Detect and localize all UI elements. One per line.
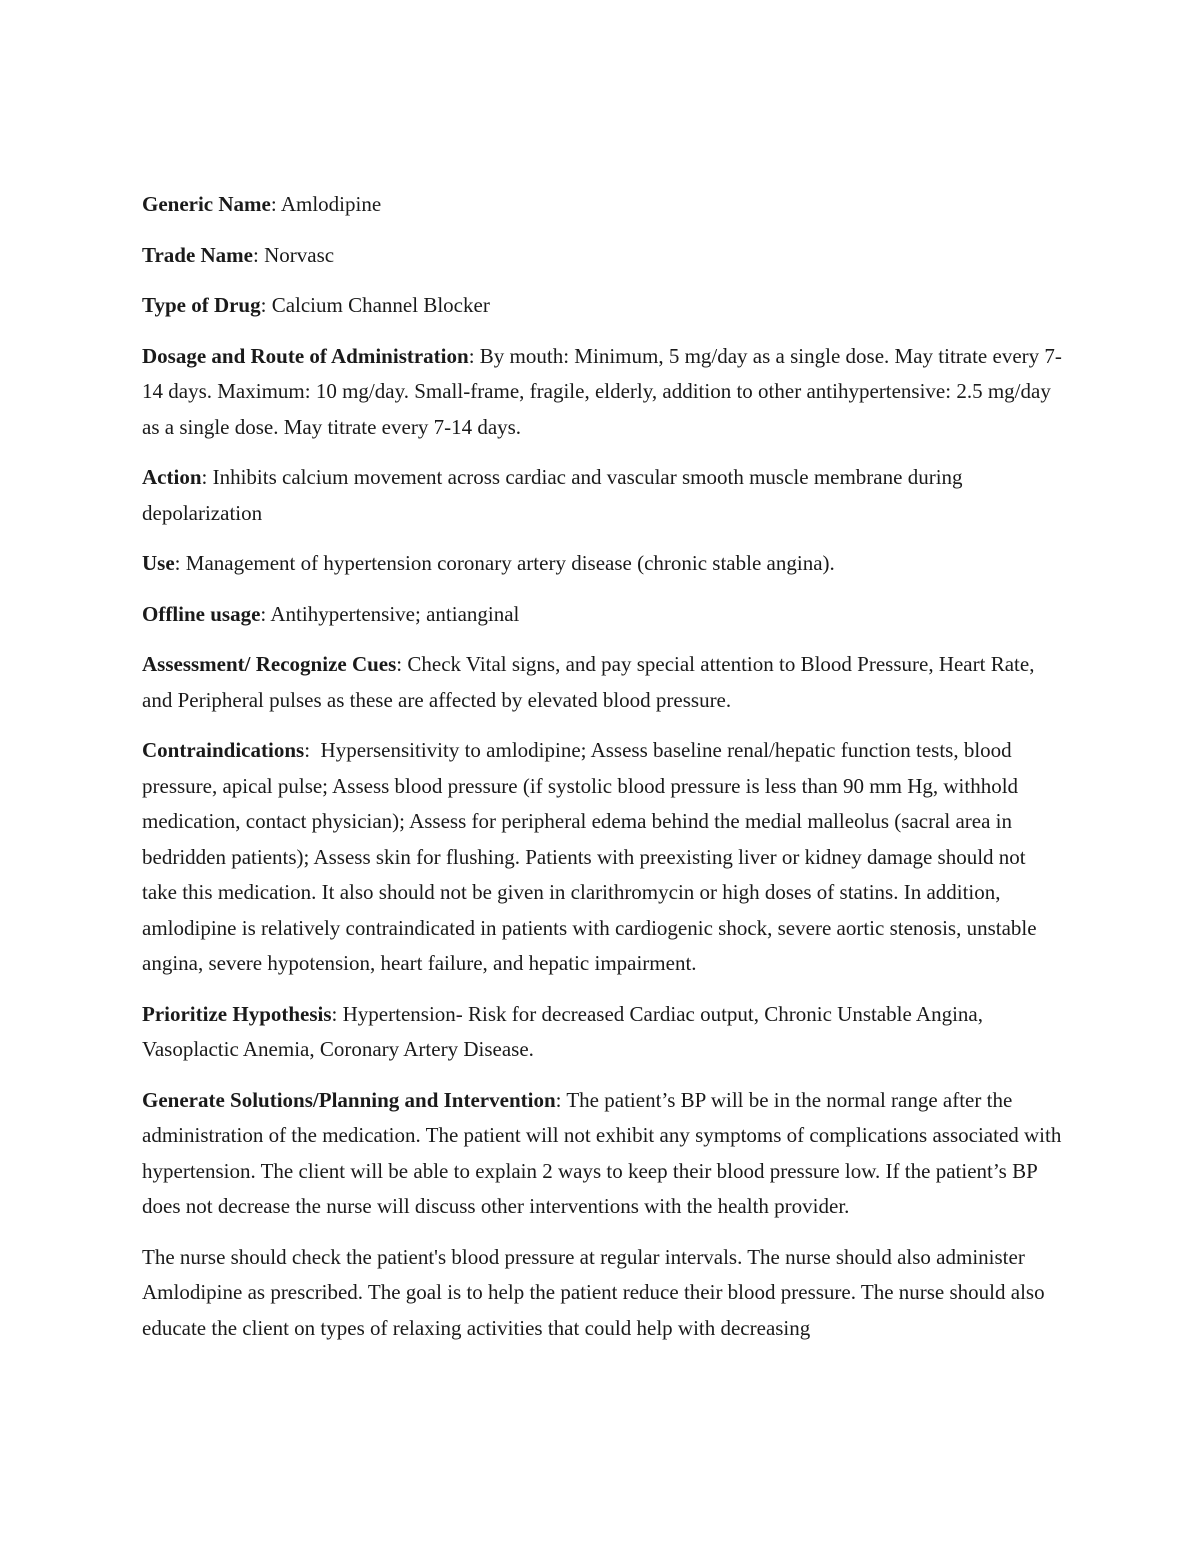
trade-name-paragraph (142, 238, 1062, 274)
label-separator: : (260, 601, 271, 626)
label-separator: : (253, 242, 265, 267)
nurse-plan-paragraph (142, 1240, 1062, 1347)
paragraph-label: Contraindications (142, 738, 305, 762)
paragraph-label: Generate Solutions/Planning and Intervention (142, 1087, 556, 1112)
paragraph-text: Inhibits calcium movement across cardiac and vascular smooth muscle membrane during depolarization (142, 465, 963, 525)
contraindications-paragraph (142, 733, 1062, 982)
label-separator: : (331, 1001, 343, 1026)
generic-name-paragraph (142, 187, 1062, 223)
type-of-drug-paragraph (142, 288, 1062, 324)
label-separator: : (555, 1087, 567, 1112)
offline-usage-paragraph (142, 597, 1062, 633)
label-separator: : (201, 465, 213, 489)
paragraph-label: Trade Name (142, 242, 253, 267)
paragraph-label: Assessment/ Recognize Cues (142, 652, 397, 676)
paragraph-text: Hypertension- Risk for decreased Cardiac output, Chronic Unstable Angina, Vasoplactic Anemia, Coronary Artery Disease. (142, 1001, 983, 1061)
label-separator: : (270, 192, 281, 216)
paragraph-text: The patient’s BP will be in the normal range after the administration of the medication. The patient will not exhibit any symptoms of complications associated with hypertension. The client will be able to explain 2 ways to keep their blood pressure low. If the patient’s BP does not decrease the nurse will discuss other interventions with the health provider. (142, 1087, 1062, 1218)
label-separator: : (304, 738, 321, 762)
dosage-paragraph (142, 339, 1062, 446)
label-separator: : (174, 551, 186, 575)
paragraph-text: Management of hypertension coronary artery disease (chronic stable angina). (185, 551, 835, 575)
paragraph-text: Norvasc (264, 242, 335, 267)
action-paragraph (142, 460, 1062, 531)
document-body (142, 187, 1062, 1361)
assessment-paragraph (142, 647, 1062, 718)
paragraph-label: Action (142, 465, 202, 489)
generate-solutions-paragraph (142, 1083, 1062, 1225)
paragraph-label: Offline usage (142, 601, 261, 626)
label-separator: : (468, 343, 480, 368)
paragraph-label: Generic Name (142, 192, 271, 216)
prioritize-hypothesis-paragraph (142, 997, 1062, 1068)
paragraph-label: Prioritize Hypothesis (142, 1001, 332, 1026)
paragraph-text: Check Vital signs, and pay special attention to Blood Pressure, Heart Rate, and Peripheral pulses as these are affected by elevated blood pressure. (142, 652, 1035, 712)
label-separator: : (396, 652, 408, 676)
use-paragraph (142, 546, 1062, 582)
paragraph-text: Antihypertensive; antianginal (270, 601, 520, 626)
paragraph-label: Dosage and Route of Administration (142, 343, 469, 368)
paragraph-text: Hypersensitivity to amlodipine; Assess baseline renal/hepatic function tests, blood pressure, apical pulse; Assess blood pressure (if systolic blood pressure is less than 90 mm Hg, withhold medication, contact physician); Assess for peripheral edema behind the medial malleolus (sacral area in bedridden patients); Assess skin for flushing. Patients with preexisting liver or kidney damage should not take this medication. It also should not be given in clarithromycin or high doses of statins. In addition, amlodipine is relatively contraindicated in patients with cardiogenic shock, severe aortic stenosis, unstable angina, severe hypotension, heart failure, and hepatic impairment. (142, 738, 1037, 975)
paragraph-text: Amlodipine (280, 192, 382, 216)
label-separator: : (260, 293, 272, 317)
paragraph-text: The nurse should check the patient's blood pressure at regular intervals. The nurse should also administer Amlodipine as prescribed. The goal is to help the patient reduce their blood pressure. The nurse should also educate the client on types of relaxing activities that could help with decreasing (142, 1244, 1045, 1340)
paragraph-text: Calcium Channel Blocker (271, 293, 490, 317)
paragraph-text: By mouth: Minimum, 5 mg/day as a single dose. May titrate every 7-14 days. Maximum: 10 mg/day. Small-frame, fragile, elderly, addition to other antihypertensive: 2.5 mg/day as a single dose. May titrate every 7-14 days. (142, 343, 1062, 439)
paragraph-label: Type of Drug (142, 293, 261, 317)
paragraph-label: Use (142, 551, 175, 575)
